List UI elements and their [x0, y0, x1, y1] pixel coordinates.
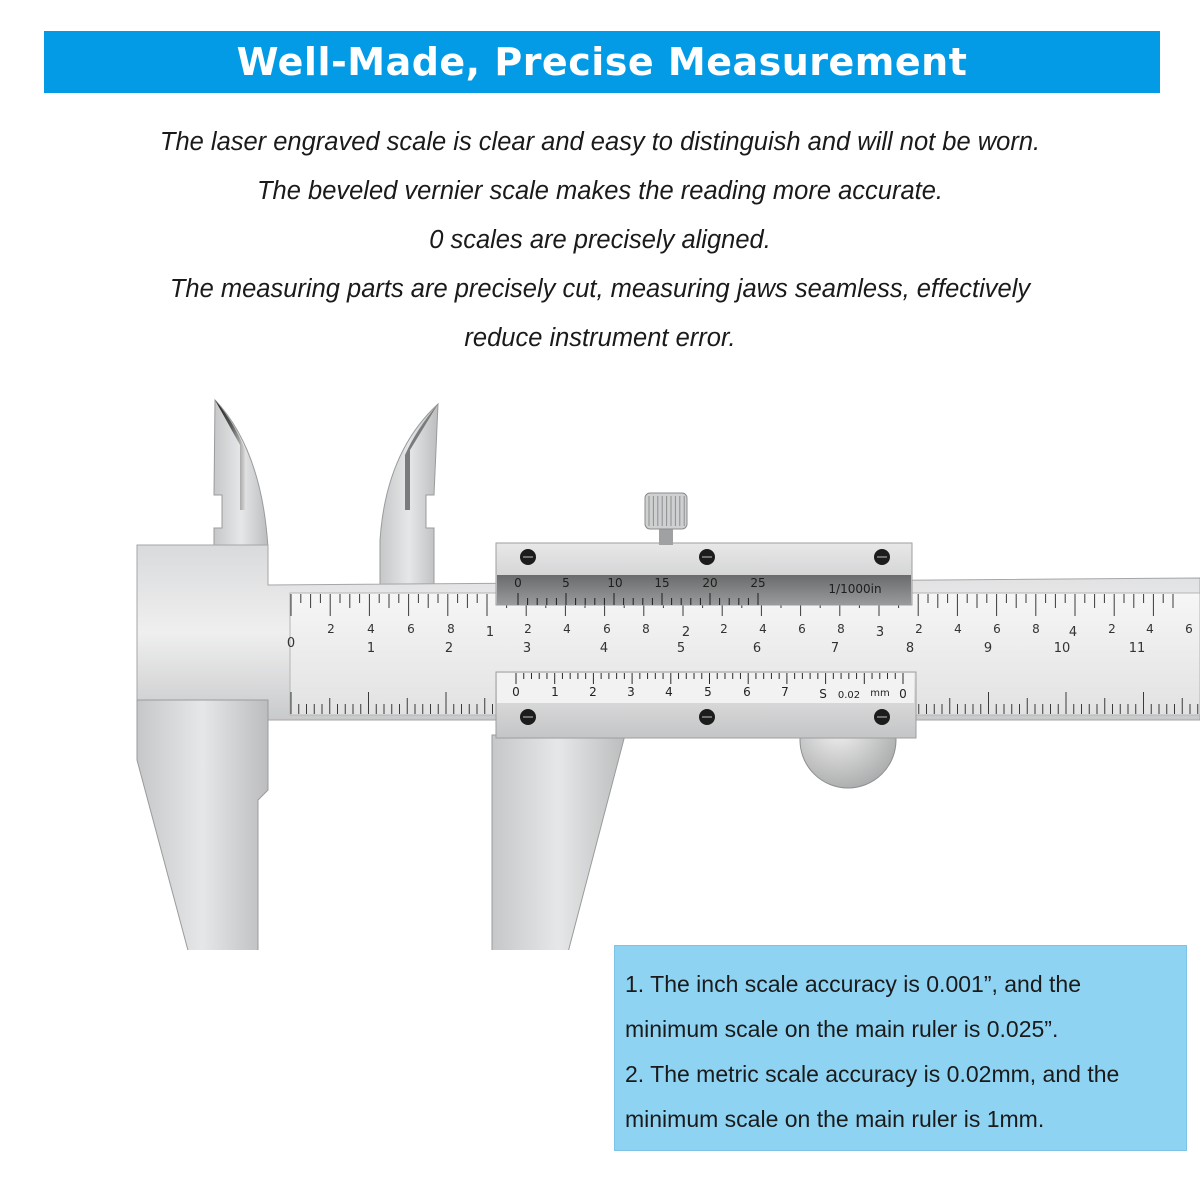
inch-main-label: 4 — [1146, 622, 1154, 636]
metric-vernier-label: 4 — [665, 685, 673, 699]
metric-main-label: 10 — [1053, 641, 1071, 656]
metric-main-label: 8 — [905, 641, 915, 656]
inch-vernier-label: 0 — [514, 576, 522, 590]
spec-line-2: minimum scale on the main ruler is 0.025”. — [625, 1016, 1059, 1042]
metric-vernier-mm: mm — [870, 688, 890, 699]
inch-vernier-label: 5 — [562, 576, 570, 590]
inch-main-label: 6 — [603, 622, 611, 636]
inch-vernier-label: 25 — [750, 576, 766, 590]
inch-main-label: 4 — [1068, 625, 1078, 640]
inch-main-label: 4 — [954, 622, 962, 636]
metric-vernier-label: 6 — [743, 685, 751, 699]
specifications-box — [614, 945, 1187, 1151]
metric-main-label: 9 — [983, 641, 993, 656]
metric-vernier-symbol: S — [819, 687, 827, 701]
inch-main-label: 2 — [915, 622, 923, 636]
inch-vernier-label: 10 — [607, 576, 623, 590]
intro-line-2: The beveled vernier scale makes the reading more accurate. — [256, 177, 944, 205]
fixed-lower-jaw — [137, 700, 268, 950]
metric-main-label: 0 — [286, 636, 296, 651]
metric-main-label: 11 — [1128, 641, 1146, 656]
inch-main-label: 2 — [524, 622, 532, 636]
metric-vernier-label: 2 — [589, 685, 597, 699]
metric-vernier-label: 1 — [551, 685, 559, 699]
inch-main-label: 4 — [563, 622, 571, 636]
metric-main-label: 2 — [444, 641, 454, 656]
banner-title: Well-Made, Precise Measurement — [236, 40, 968, 84]
metric-vernier-label: 0 — [512, 685, 520, 699]
locking-knob — [645, 493, 687, 529]
metric-main-label: 5 — [676, 641, 686, 656]
inch-main-label: 2 — [327, 622, 335, 636]
spec-line-3: 2. The metric scale accuracy is 0.02mm, and the — [625, 1061, 1120, 1087]
inch-vernier-label: 20 — [702, 576, 718, 590]
inch-main-label: 8 — [447, 622, 455, 636]
metric-vernier-label: 5 — [704, 685, 712, 699]
inch-main-label: 3 — [875, 625, 885, 640]
vernier-caliper-illustration — [0, 390, 1200, 950]
inch-vernier-unit: 1/1000in — [828, 582, 882, 596]
title-banner — [44, 31, 1160, 93]
inch-main-label: 2 — [720, 622, 728, 636]
metric-main-label: 7 — [830, 641, 840, 656]
inch-main-label: 6 — [993, 622, 1001, 636]
sliding-lower-jaw — [492, 735, 625, 950]
inch-main-label: 6 — [798, 622, 806, 636]
metric-main-label: 6 — [752, 641, 762, 656]
intro-line-4: The measuring parts are precisely cut, measuring jaws seamless, effectively — [169, 275, 1031, 303]
spec-line-4: minimum scale on the main ruler is 1mm. — [625, 1106, 1045, 1132]
metric-main-label: 1 — [366, 641, 376, 656]
metric-vernier-unit: 0.02 — [837, 690, 861, 701]
inch-vernier-label: 15 — [654, 576, 670, 590]
metric-main-label: 4 — [599, 641, 609, 656]
inch-main-label: 4 — [759, 622, 767, 636]
inch-main-label: 4 — [367, 622, 375, 636]
intro-line-5: reduce instrument error. — [464, 324, 736, 352]
metric-vernier-label: 0 — [899, 687, 907, 701]
inch-main-label: 2 — [1108, 622, 1116, 636]
inch-main-label: 6 — [407, 622, 415, 636]
spec-line-1: 1. The inch scale accuracy is 0.001”, and the — [625, 971, 1082, 997]
locking-screw-stem — [659, 527, 673, 545]
intro-line-3: 0 scales are precisely aligned. — [429, 226, 771, 254]
inch-main-label: 6 — [1185, 622, 1193, 636]
intro-line-1: The laser engraved scale is clear and easy to distinguish and will not be worn. — [159, 128, 1041, 156]
intro-text — [0, 118, 1200, 363]
inch-main-label: 8 — [642, 622, 650, 636]
metric-main-label: 3 — [522, 641, 532, 656]
inch-main-label: 8 — [837, 622, 845, 636]
metric-vernier-label: 3 — [627, 685, 635, 699]
metric-vernier-label: 7 — [781, 685, 789, 699]
inch-main-label: 8 — [1032, 622, 1040, 636]
inch-main-label: 1 — [485, 625, 495, 640]
inch-main-label: 2 — [681, 625, 691, 640]
